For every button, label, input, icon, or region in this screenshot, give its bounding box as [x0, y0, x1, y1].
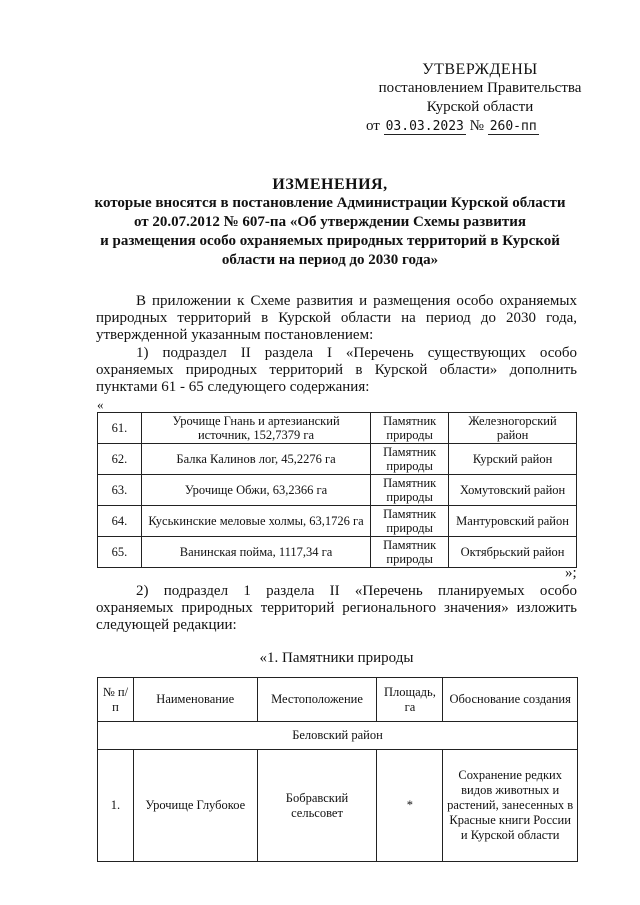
table-existing-territories	[97, 412, 577, 568]
row-district: Курский район	[449, 444, 577, 475]
approved-line1: постановлением Правительства	[378, 80, 582, 96]
row-district: Мантуровский район	[449, 506, 577, 537]
row-number: 61.	[98, 413, 142, 444]
quote-close: »;	[565, 565, 577, 581]
row-type: Памятник природы	[371, 475, 449, 506]
row-type: Памятник природы	[371, 413, 449, 444]
table-row	[98, 537, 577, 568]
row-name: Урочище Гнань и артезианский источник, 152,7379 га	[141, 413, 370, 444]
header-area: Площадь, га	[377, 678, 443, 722]
row-number: 1.	[98, 750, 134, 862]
approval-block	[360, 60, 600, 136]
header-name: Наименование	[133, 678, 257, 722]
row-basis: Сохранение редких видов животных и растений, занесенных в Красные книги России и Курской области	[443, 750, 578, 862]
row-name: Урочище Обжи, 63,2366 га	[141, 475, 370, 506]
district-name: Беловский район	[98, 722, 578, 750]
row-district: Железногорский район	[449, 413, 577, 444]
row-name: Ванинская пойма, 1117,34 га	[141, 537, 370, 568]
approved-number-line	[366, 117, 600, 136]
row-type: Памятник природы	[371, 506, 449, 537]
row-area: *	[377, 750, 443, 862]
title-main: ИЗМЕНЕНИЯ,	[272, 176, 388, 193]
item1-paragraph: 1) подраздел II раздела I «Перечень существующих особо охраняемых природных территорий в Курской области» дополнить пунктами 61 - 65 следующего содержания:	[96, 345, 577, 395]
table2-header-row	[98, 678, 578, 722]
from-label: от	[366, 118, 380, 134]
approval-number: 260-пп	[489, 119, 537, 134]
title-line3: и размещения особо охраняемых природных территорий в Курской	[100, 233, 560, 249]
header-location: Местоположение	[257, 678, 377, 722]
row-number: 65.	[98, 537, 142, 568]
row-number: 64.	[98, 506, 142, 537]
table-row	[98, 444, 577, 475]
table-row	[98, 475, 577, 506]
row-district: Октябрьский район	[449, 537, 577, 568]
row-name: Куськинские меловые холмы, 63,1726 га	[141, 506, 370, 537]
table2-row	[98, 750, 578, 862]
row-district: Хомутовский район	[449, 475, 577, 506]
approved-line2: Курской области	[426, 99, 534, 115]
row-number: 62.	[98, 444, 142, 475]
header-number: № п/п	[98, 678, 134, 722]
title-line2: от 20.07.2012 № 607-па «Об утверждении Схемы развития	[133, 214, 527, 230]
row-type: Памятник природы	[371, 444, 449, 475]
table2-district-row	[98, 722, 578, 750]
title-line4: области на период до 2030 года»	[221, 252, 439, 268]
table-row	[98, 413, 577, 444]
document-title	[70, 175, 590, 270]
table-planned-territories	[97, 677, 578, 862]
number-label: №	[469, 118, 484, 134]
row-name: Урочище Глубокое	[133, 750, 257, 862]
approved-title: УТВЕРЖДЕНЫ	[422, 61, 538, 78]
row-number: 63.	[98, 475, 142, 506]
table-row	[98, 506, 577, 537]
title-line1: которые вносятся в постановление Администрации Курской области	[94, 195, 566, 211]
row-location: Бобравский сельсовет	[257, 750, 377, 862]
header-basis: Обоснование создания	[443, 678, 578, 722]
row-type: Памятник природы	[371, 537, 449, 568]
approval-date: 03.03.2023	[385, 119, 464, 134]
row-name: Балка Калинов лог, 45,2276 га	[141, 444, 370, 475]
item2-paragraph: 2) подраздел 1 раздела II «Перечень планируемых особо охраняемых природных территорий регионального значения» изложить следующей редакции:	[96, 583, 577, 633]
subsection-title: «1. Памятники природы	[259, 650, 414, 666]
quote-open: «	[97, 397, 104, 412]
intro-paragraph: В приложении к Схеме развития и размещения особо охраняемых природных территорий в Курской области на период до 2030 года, утвержденной указанным постановлением:	[96, 293, 577, 343]
